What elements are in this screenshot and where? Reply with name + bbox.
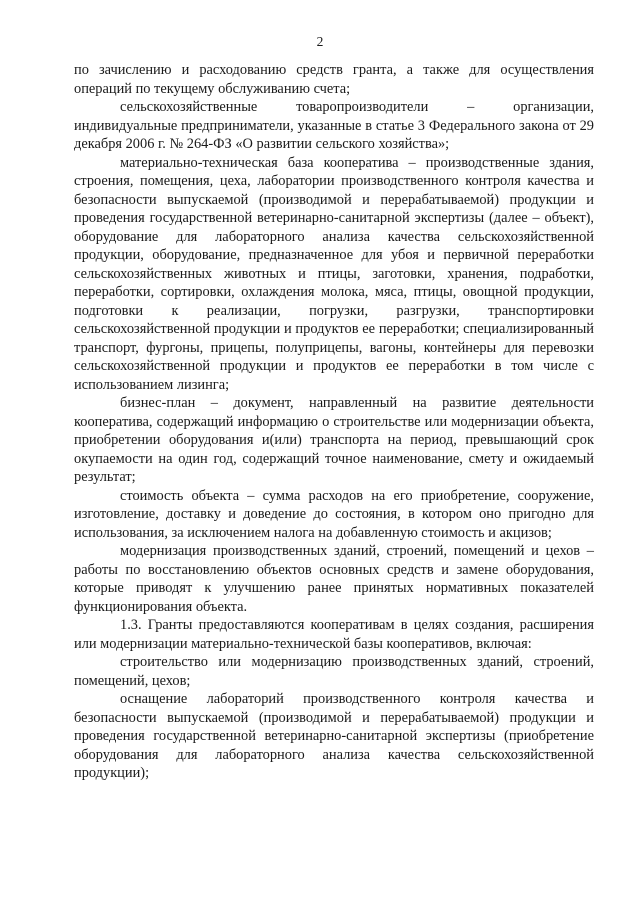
page-number: 2 bbox=[316, 34, 324, 49]
paragraph-clause-1-3: 1.3. Гранты предоставляются кооперативам в целях создания, расширения или модернизации материально-технической базы кооперативов, включая: bbox=[74, 617, 594, 652]
paragraph-account-continuation: по зачислению и расходованию средств гранта, а также для осуществления операций по текущему обслуживанию счета; bbox=[74, 62, 594, 97]
paragraph-definition-object-cost: стоимость объекта – сумма расходов на его приобретение, сооружение, изготовление, доставку и доведение до состояния, в котором оно пригодно для использования, за исключением налога на добавленную стоимость и акцизов; bbox=[74, 487, 594, 541]
paragraph-definition-producers: сельскохозяйственные товаропроизводители – организации, индивидуальные предприниматели, указанные в статье 3 Федерального закона от 29 декабря 2006 г. № 264-ФЗ «О развитии сельского хозяйства»; bbox=[74, 99, 594, 152]
paragraph-definition-modernization: модернизация производственных зданий, строений, помещений и цехов – работы по восстановлению объектов основных средств и замене оборудования, которые приводят к улучшению ранее принятых нормативных показателей функционирования объекта. bbox=[74, 543, 594, 615]
paragraph-laboratory-equipment: оснащение лабораторий производственного контроля качества и безопасности выпускаемой (производимой и перерабатываемой) продукции и проведения государственной ветеринарно-санитарной экспертизы (приобретение оборудования для лабораторного анализа качества сельскохозяйственной продукции); bbox=[74, 691, 594, 781]
document-body bbox=[74, 61, 594, 783]
paragraph-definition-material-base: материально-техническая база кооператива – производственные здания, строения, помещения, цеха, лаборатории производственного контроля качества и безопасности выпускаемой (производимой и перерабатываемой) продукции и проведения государственной ветеринарно-санитарной экспертизы (далее – объект), оборудование для лабораторного анализа качества сельскохозяйственной продукции, оборудование, предназначенное для убоя и первичной переработки сельскохозяйственных животных и птицы, заготовки, хранения, подработки, переработки, сортировки, охлаждения молока, мяса, птицы, овощной продукции, подготовки к реализации, погрузки, разгрузки, транспортировки сельскохозяйственной продукции и продуктов ее переработки; специализированный транспорт, фургоны, прицепы, полуприцепы, вагоны, контейнеры для перевозки сельскохозяйственной продукции и продуктов ее переработки в том числе с использованием лизинга; bbox=[74, 154, 594, 393]
paragraph-definition-business-plan: бизнес-план – документ, направленный на развитие деятельности кооператива, содержащий информацию о строительстве или модернизации объекта, приобретении оборудования и(или) транспорта на период, превышающий срок окупаемости на один год, содержащий точное наименование, смету и ожидаемый результат; bbox=[74, 395, 594, 485]
paragraph-construction: строительство или модернизацию производственных зданий, строений, помещений, цехов; bbox=[74, 654, 594, 689]
